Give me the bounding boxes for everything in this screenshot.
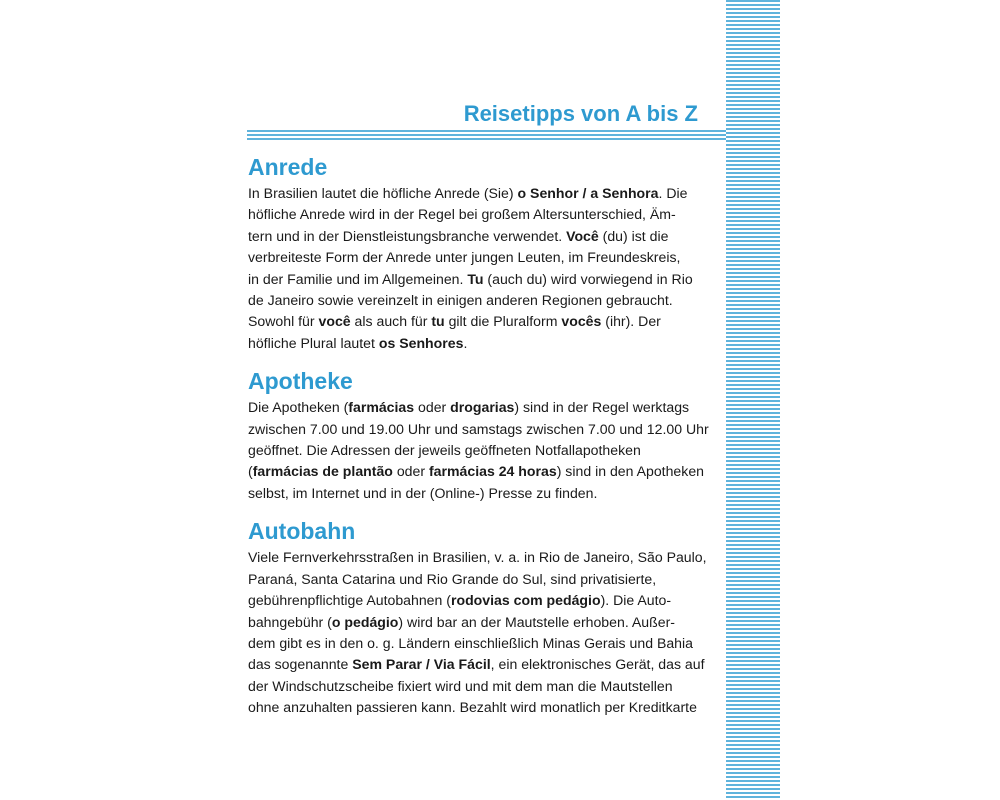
entry-title: Autobahn <box>248 518 356 545</box>
page-header-title: Reisetipps von A bis Z <box>463 101 698 126</box>
entries <box>248 152 709 731</box>
term-highlight: rodovias com pedágio <box>450 592 601 609</box>
edge-stripe-decoration <box>726 0 780 800</box>
term-highlight: você <box>318 313 351 330</box>
entry-autobahn <box>248 516 707 718</box>
entry-body: Viele Fernverkehrsstraßen in Brasilien, v. a. in Rio de Janeiro, São Paulo, Paraná, Santa Catarina und Rio Grande do Sul, sind privatisierte, gebührenpflichtige Autobahnen (rodovias com pedágio). Die Auto- bahngebühr (o pedágio) wird bar an der Mautstelle erhoben. Außer- dem gibt es in den o. g. Ländern einschließlich Minas Gerais und Bahia das sogenannte Sem Parar / Via Fácil, ein elektronisches Gerät, das auf der Windschutzscheibe fixiert wird und mit dem man die Mautstellen ohne anzuhalten passieren kann. Bezahlt wird monatlich per Kreditkarte <box>248 549 707 716</box>
term-highlight: o Senhor / a Senhora <box>517 185 659 201</box>
term-highlight: farmácias <box>348 399 415 416</box>
term-highlight: o pedágio <box>331 613 399 630</box>
term-highlight: Você <box>566 227 599 244</box>
term-highlight: tu <box>431 313 445 330</box>
term-highlight: farmácias 24 horas <box>428 463 557 480</box>
term-highlight: Tu <box>467 270 484 287</box>
entry-body: In Brasilien lautet die höfliche Anrede (Sie) o Senhor / a Senhora. Die höfliche Anrede wird in der Regel bei großem Altersunterschied, Äm- tern und in der Dienstleistungsbranche verwendet. Você (du) ist die verbreiteste Form der Anrede unter jungen Leuten, im Freundeskreis, in der Familie und im Allgemeinen. Tu (auch du) wird vorwiegend in Rio de Janeiro sowie vereinzelt in einigen anderen Regionen gebraucht. Sowohl für você als auch für tu gilt die Pluralform vocês (ihr). Der höfliche Plural lautet os Senhores. <box>248 185 693 351</box>
term-highlight: Sem Parar / Via Fácil <box>352 656 491 673</box>
term-highlight: farmácias de plantão <box>252 463 393 480</box>
term-highlight: os Senhores <box>378 334 464 351</box>
entry-title: Anrede <box>248 154 328 180</box>
entry-anrede <box>248 152 700 354</box>
entry-apotheke <box>248 366 709 504</box>
term-highlight: vocês <box>561 313 602 330</box>
term-highlight: drogarias <box>450 399 515 416</box>
entry-body: Die Apotheken (farmácias oder drogarias) sind in der Regel werktags zwischen 7.00 und 19.00 Uhr und samstags zwischen 7.00 und 12.00 Uhr geöffnet. Die Adressen der jeweils geöffneten Notfallapotheken (farmácias de plantão oder farmácias 24 horas) sind in den Apotheken selbst, im Internet und in der (Online-) Presse zu finden. <box>248 399 709 501</box>
entry-title: Apotheke <box>248 368 353 395</box>
header-rule <box>247 130 726 140</box>
